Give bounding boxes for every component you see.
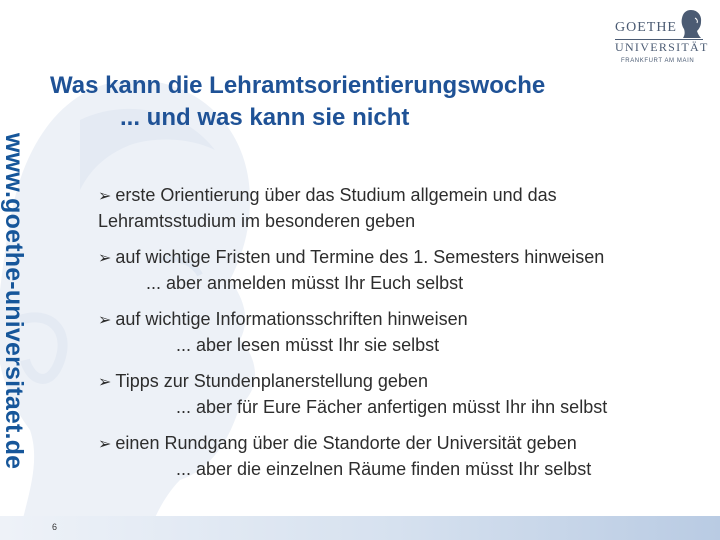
page-number: 6 (52, 522, 58, 532)
bullet-list (98, 183, 708, 493)
side-url-text (0, 133, 28, 488)
logo-name-top: GOETHE (615, 20, 677, 35)
arrow-bullet-icon: ➢ (98, 250, 112, 267)
bullet-subtext: ... aber anmelden müsst Ihr Euch selbst (146, 273, 464, 293)
arrow-bullet-icon: ➢ (98, 436, 112, 453)
arrow-bullet-icon: ➢ (98, 312, 112, 329)
bullet-text: einen Rundgang über die Standorte der Universität geben (115, 433, 577, 453)
list-item (98, 431, 708, 481)
bullet-subtext: ... aber die einzelnen Räume finden müsst Ihr selbst (176, 459, 592, 479)
goethe-portrait-icon (677, 8, 705, 40)
bullet-subtext: ... aber lesen müsst Ihr sie selbst (176, 335, 440, 355)
side-url-label: www.goethe-universitaet.de (0, 133, 28, 470)
bullet-text: auf wichtige Informationsschriften hinweisen (115, 309, 468, 329)
logo-name-middle: UNIVERSITÄT (615, 40, 709, 54)
list-item (98, 245, 708, 295)
slide-title (50, 70, 670, 134)
arrow-bullet-icon: ➢ (98, 188, 112, 205)
list-item (98, 307, 708, 357)
title-line-1: Was kann die Lehramtsorientierungswoche (50, 72, 546, 99)
title-line-2: ... und was kann sie nicht (120, 104, 410, 131)
bullet-subtext: Lehramtsstudium im besonderen geben (98, 211, 416, 231)
bullet-text: Tipps zur Stundenplanerstellung geben (115, 371, 428, 391)
bullet-subtext: ... aber für Eure Fächer anfertigen müsst Ihr ihn selbst (176, 397, 608, 417)
university-logo (585, 6, 713, 70)
footer-bar (0, 516, 720, 540)
logo-name-bottom: FRANKFURT AM MAIN (621, 58, 695, 64)
arrow-bullet-icon: ➢ (98, 374, 112, 391)
bullet-text: erste Orientierung über das Studium allgemein und das (115, 185, 557, 205)
bullet-text: auf wichtige Fristen und Termine des 1. Semesters hinweisen (115, 247, 605, 267)
list-item (98, 183, 708, 233)
list-item (98, 369, 708, 419)
